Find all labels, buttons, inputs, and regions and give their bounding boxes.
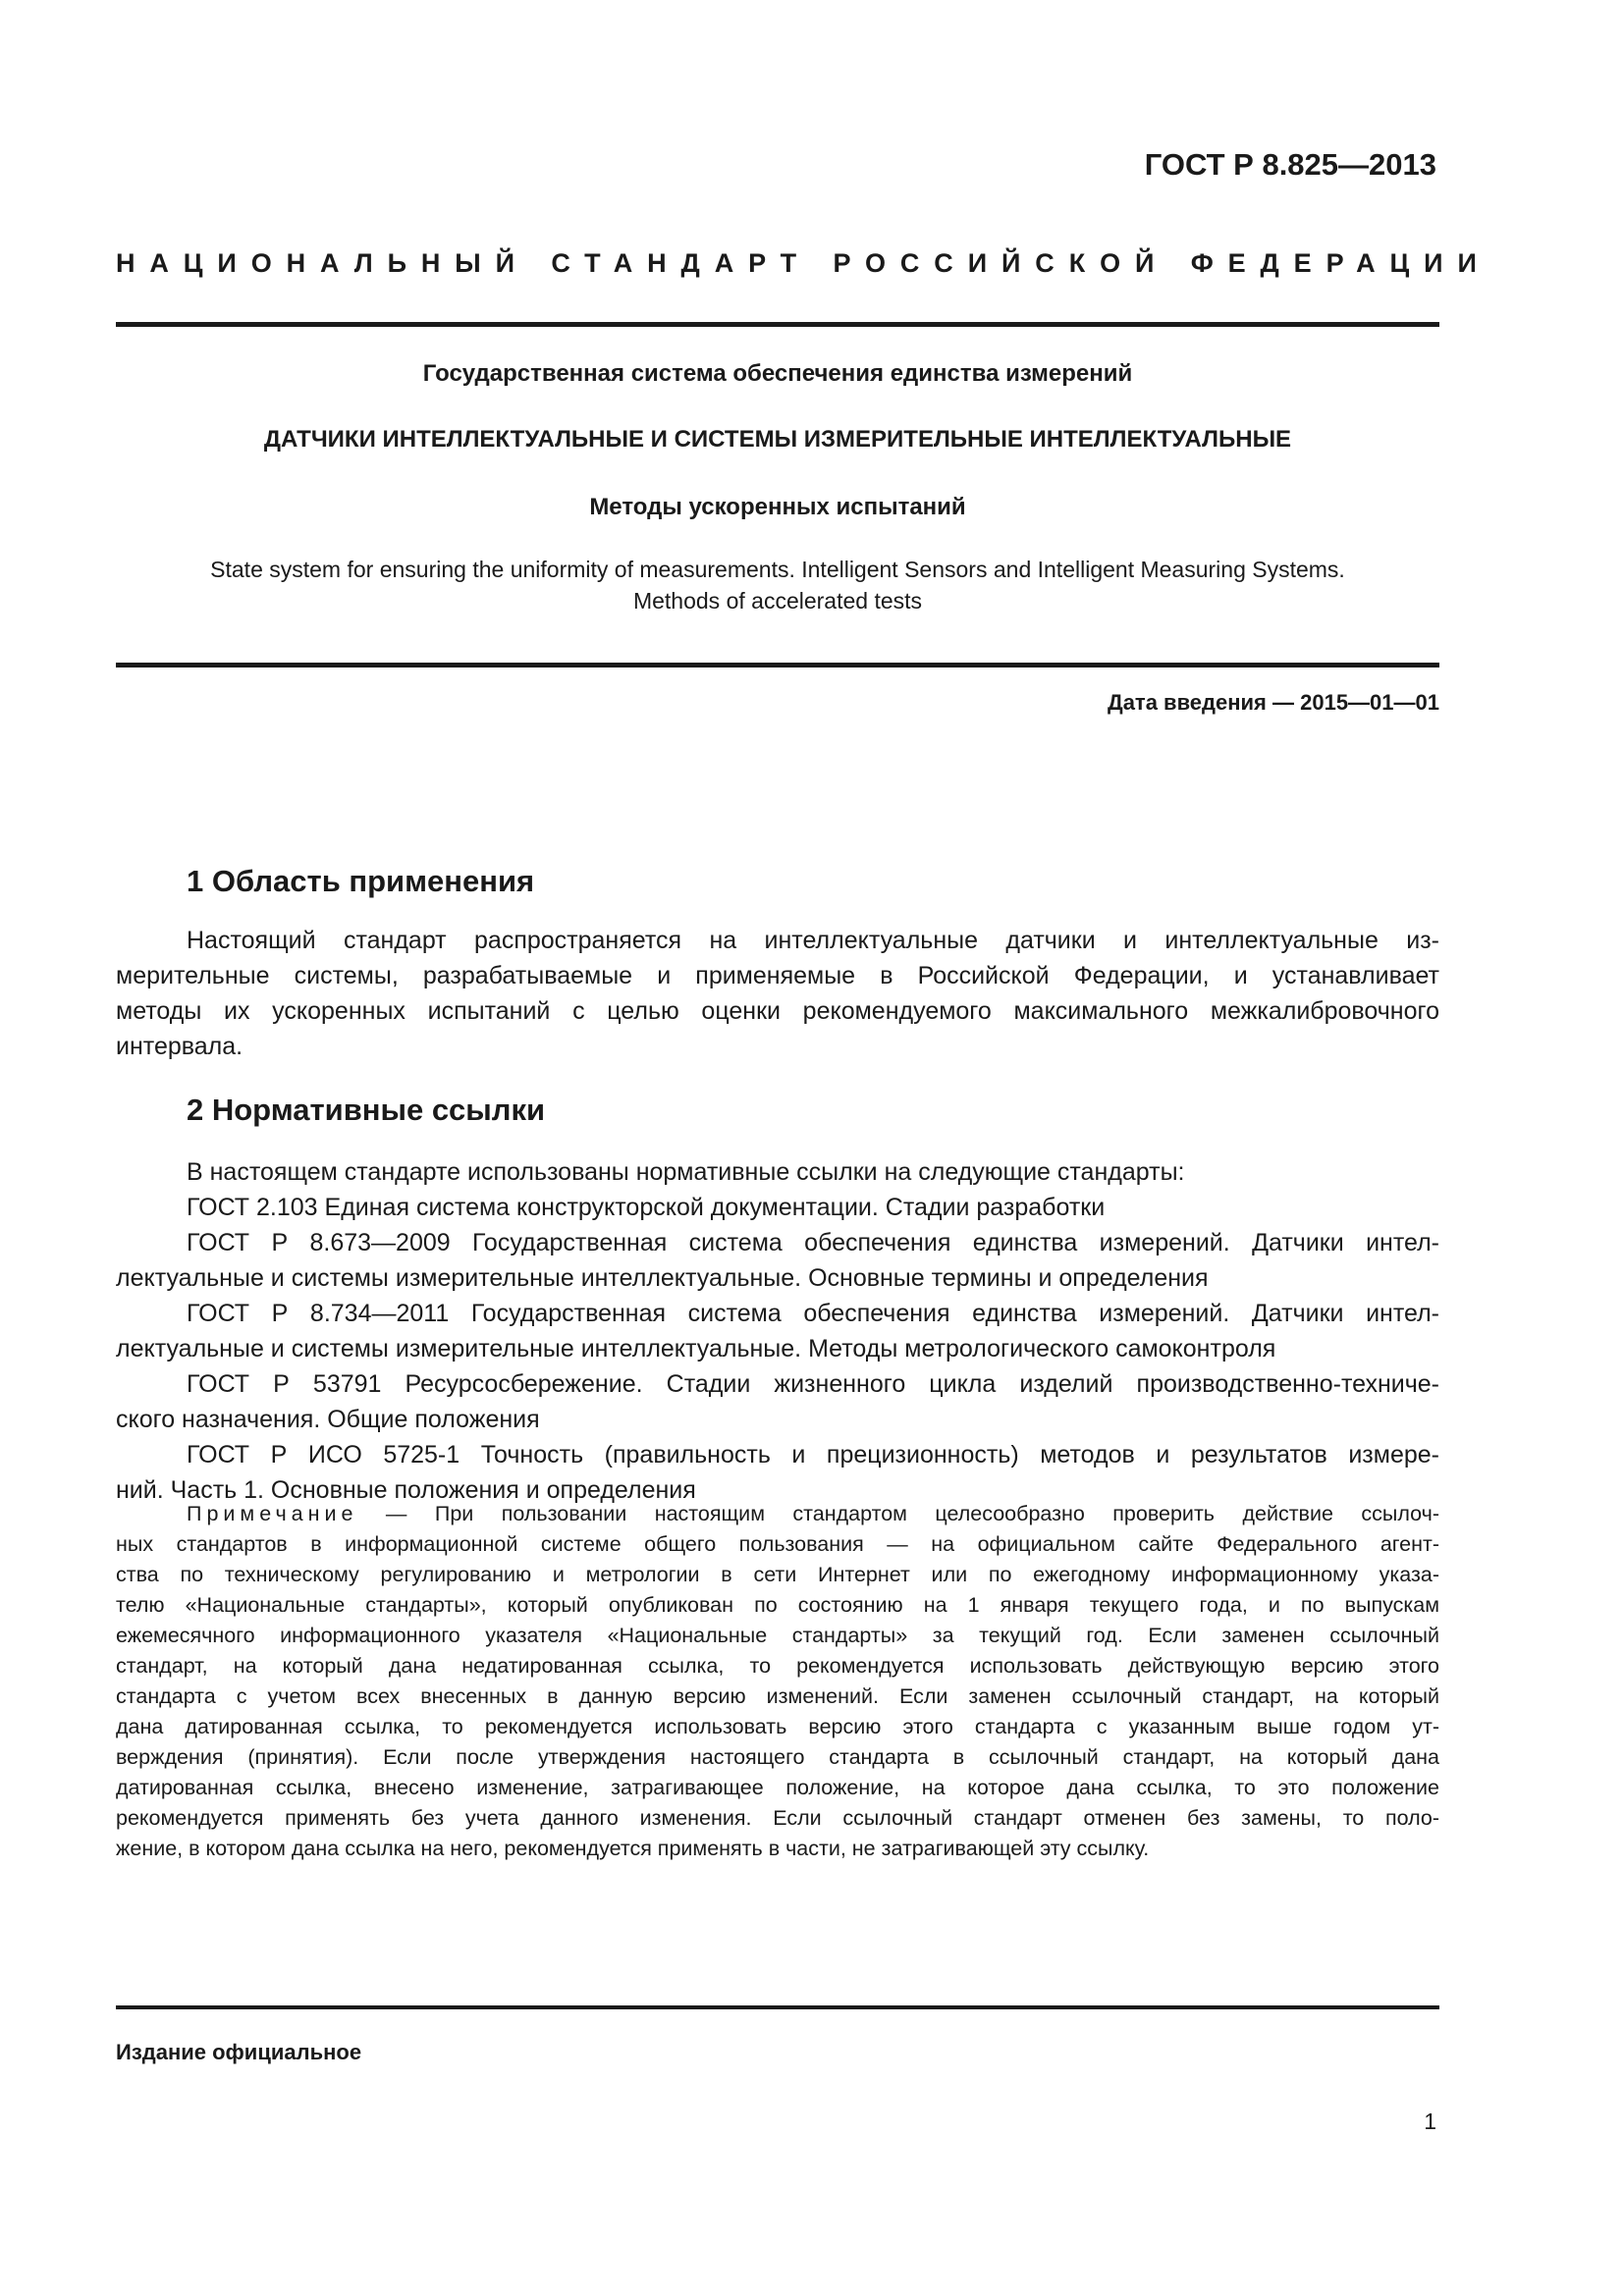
note-block bbox=[116, 1499, 1439, 1864]
title-divider bbox=[116, 663, 1439, 667]
note-line: стандарта с учетом всех внесенных в данную версию изменений. Если заменен ссылочный стандарт, на который bbox=[116, 1684, 1439, 1708]
note-line: ных стандартов в информационной системе общего пользования — на официальном сайте Федерального агент- bbox=[116, 1532, 1439, 1556]
note-first-line bbox=[116, 1499, 1439, 1529]
references-list bbox=[116, 1154, 1439, 1508]
section-heading-references: 2 Нормативные ссылки bbox=[187, 1093, 546, 1127]
scope-paragraph bbox=[116, 923, 1439, 1064]
note-text: — При пользовании настоящим стандартом целесообразно проверить действие ссылоч- bbox=[357, 1502, 1439, 1525]
text-line: интервала. bbox=[116, 1033, 243, 1060]
note-line: рекомендуется применять без учета данного изменения. Если ссылочный стандарт отменен без замены, то поло- bbox=[116, 1806, 1439, 1830]
note-line: ежемесячного информационного указателя «Национальные стандарты» за текущий год. Если заменен ссылочный bbox=[116, 1624, 1439, 1647]
text-line: Настоящий стандарт распространяется на интеллектуальные датчики и интеллектуальные из- bbox=[187, 927, 1439, 954]
page-number: 1 bbox=[1424, 2109, 1436, 2134]
official-edition-label: Издание официальное bbox=[116, 2040, 362, 2064]
reference-line: лектуальные и системы измерительные интеллектуальные. Основные термины и определения bbox=[116, 1264, 1209, 1292]
note-line: датированная ссылка, внесено изменение, затрагивающее положение, на которое дана ссылка, то это положение bbox=[116, 1776, 1439, 1799]
text-line: мерительные системы, разрабатываемые и применяемые в Российской Федерации, и устанавливает bbox=[116, 962, 1439, 989]
gost-code: ГОСТ Р 8.825—2013 bbox=[1144, 147, 1436, 182]
reference-line: лектуальные и системы измерительные интеллектуальные. Методы метрологического самоконтроля bbox=[116, 1335, 1276, 1362]
main-title: ДАТЧИКИ ИНТЕЛЛЕКТУАЛЬНЫЕ И СИСТЕМЫ ИЗМЕРИТЕЛЬНЫЕ ИНТЕЛЛЕКТУАЛЬНЫЕ bbox=[263, 426, 1292, 453]
note-line: стандарт, на который дана недатированная ссылка, то рекомендуется использовать действующую версию этого bbox=[116, 1654, 1439, 1678]
note-line: жение, в котором дана ссылка на него, рекомендуется применять в части, не затрагивающей эту ссылку. bbox=[116, 1837, 1150, 1860]
note-line: дана датированная ссылка, то рекомендуется использовать версию этого стандарта с указанным выше годом ут- bbox=[116, 1715, 1439, 1738]
reference-line: ГОСТ 2.103 Единая система конструкторской документации. Стадии разработки bbox=[187, 1194, 1106, 1221]
section-heading-scope: 1 Область применения bbox=[187, 864, 535, 898]
header-divider bbox=[116, 322, 1439, 327]
reference-line: ГОСТ Р 8.734—2011 Государственная система обеспечения единства измерений. Датчики интел- bbox=[187, 1300, 1439, 1327]
text-line: методы их ускоренных испытаний с целью оценки рекомендуемого максимального межкалибровочного bbox=[116, 997, 1439, 1025]
sub-title: Методы ускоренных испытаний bbox=[589, 494, 966, 520]
reference-intro: В настоящем стандарте использованы нормативные ссылки на следующие стандарты: bbox=[187, 1158, 1185, 1186]
english-title-line: Methods of accelerated tests bbox=[632, 588, 923, 614]
reference-line: ний. Часть 1. Основные положения и определения bbox=[116, 1476, 696, 1504]
reference-line: ГОСТ Р 8.673—2009 Государственная система обеспечения единства измерений. Датчики интел- bbox=[187, 1229, 1439, 1256]
footer-divider bbox=[116, 2005, 1439, 2009]
note-line: телю «Национальные стандарты», который опубликован по состоянию на 1 января текущего года, и по выпускам bbox=[116, 1593, 1439, 1617]
reference-line: ского назначения. Общие положения bbox=[116, 1406, 540, 1433]
english-title bbox=[116, 554, 1439, 616]
national-standard-banner: НАЦИОНАЛЬНЫЙ СТАНДАРТ РОССИЙСКОЙ ФЕДЕРАЦИИ bbox=[116, 248, 1491, 278]
note-line: верждения (принятия). Если после утверждения настоящего стандарта в ссылочный стандарт, на который дана bbox=[116, 1745, 1439, 1769]
introduction-date: Дата введения — 2015—01—01 bbox=[1108, 690, 1439, 715]
reference-line: ГОСТ Р 53791 Ресурсосбережение. Стадии жизненного цикла изделий производственно-техниче- bbox=[187, 1370, 1439, 1398]
reference-line: ГОСТ Р ИСО 5725-1 Точность (правильность и прецизионность) методов и результатов измере- bbox=[187, 1441, 1439, 1468]
system-title: Государственная система обеспечения единства измерений bbox=[422, 360, 1133, 387]
note-line: ства по техническому регулированию и метрологии в сети Интернет или по ежегодному информационному указа- bbox=[116, 1563, 1439, 1586]
english-title-line: State system for ensuring the uniformity of measurements. Intelligent Sensors and Intelligent Measuring Systems. bbox=[210, 557, 1345, 582]
note-label: Примечание bbox=[187, 1502, 358, 1525]
